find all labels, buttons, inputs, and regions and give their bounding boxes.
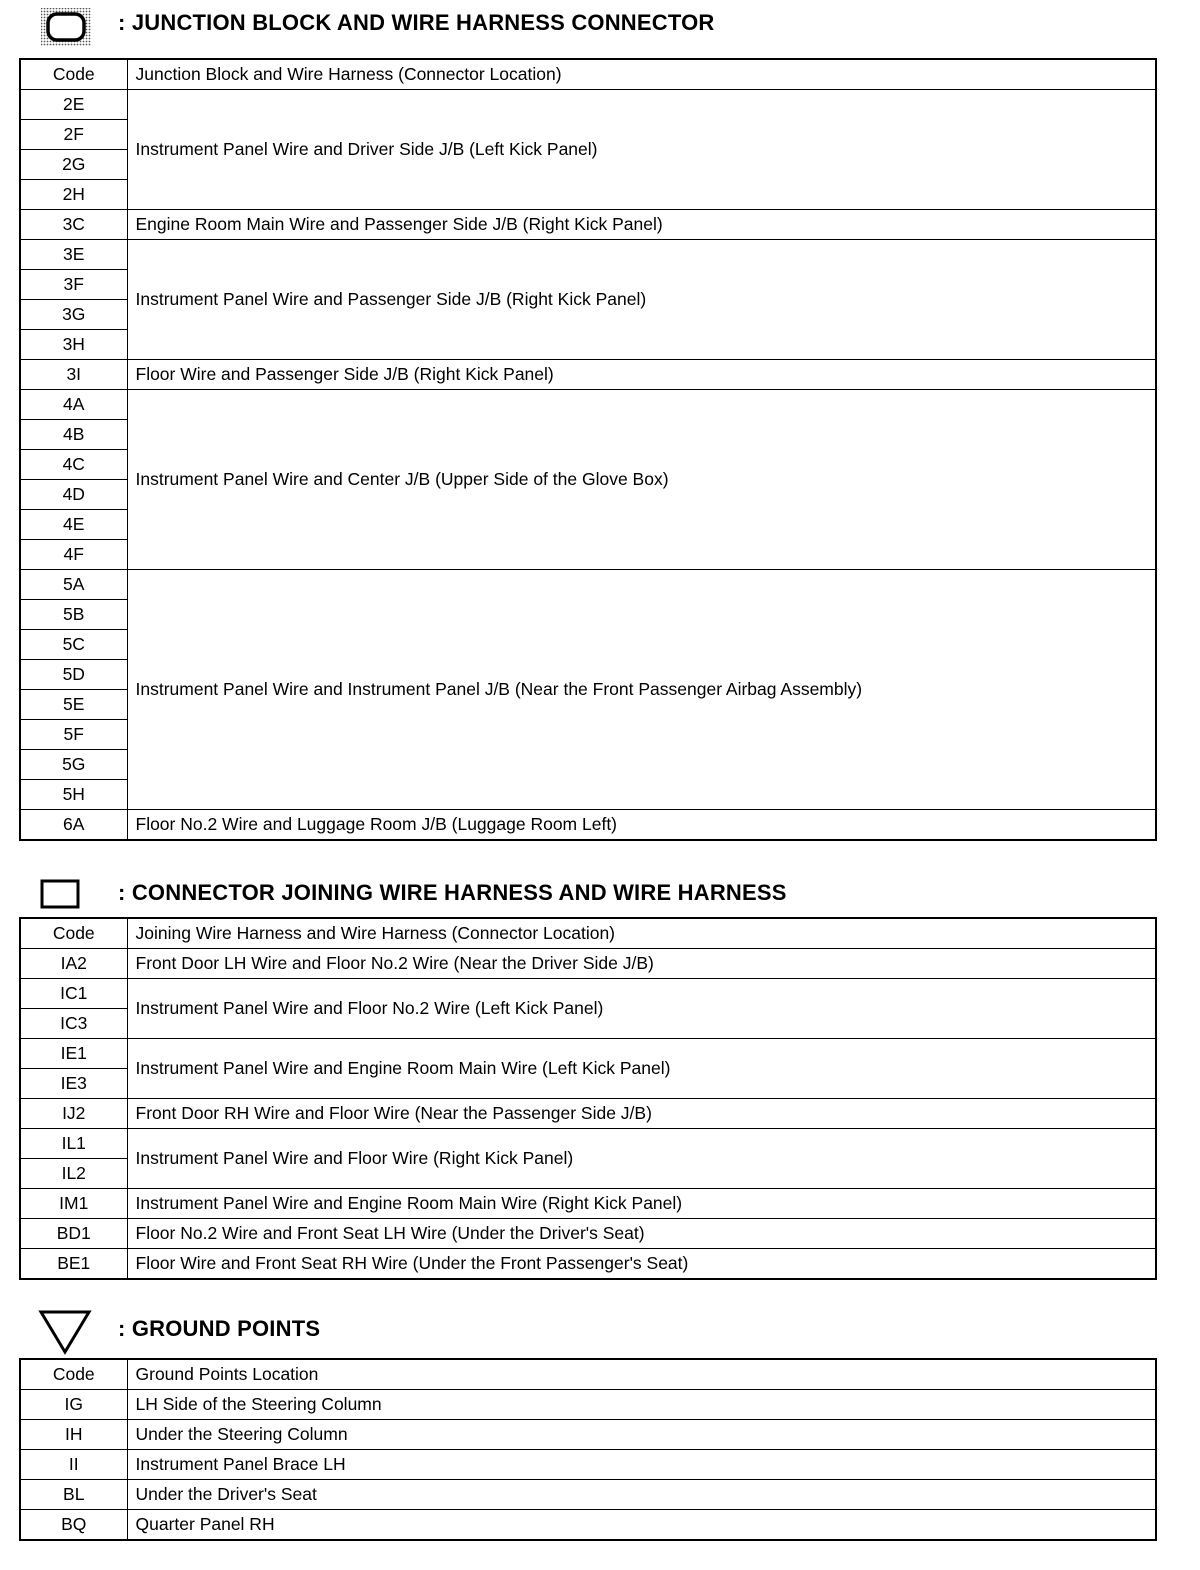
code-cell: 3F [20, 270, 127, 300]
code-cell: 3C [20, 210, 127, 240]
table-row [20, 1390, 1156, 1420]
table-row [20, 1039, 1156, 1069]
code-cell: 5H [20, 780, 127, 810]
ground-point-symbol-icon [38, 1309, 92, 1360]
table-row [20, 810, 1156, 841]
location-cell: Floor Wire and Passenger Side J/B (Right Kick Panel) [127, 360, 1156, 390]
code-cell: IE3 [20, 1069, 127, 1099]
location-cell: Instrument Panel Brace LH [127, 1450, 1156, 1480]
location-cell: Engine Room Main Wire and Passenger Side J/B (Right Kick Panel) [127, 210, 1156, 240]
location-column-header: Junction Block and Wire Harness (Connector Location) [127, 59, 1156, 90]
table-header-row [20, 1359, 1156, 1390]
code-cell: 4C [20, 450, 127, 480]
table-row [20, 1249, 1156, 1280]
location-cell: Instrument Panel Wire and Floor Wire (Right Kick Panel) [127, 1129, 1156, 1189]
location-cell: Instrument Panel Wire and Driver Side J/B (Left Kick Panel) [127, 90, 1156, 210]
location-column-header: Ground Points Location [127, 1359, 1156, 1390]
table-row [20, 390, 1156, 420]
location-cell: Instrument Panel Wire and Passenger Side J/B (Right Kick Panel) [127, 240, 1156, 360]
location-cell: Instrument Panel Wire and Engine Room Main Wire (Right Kick Panel) [127, 1189, 1156, 1219]
table-header-row [20, 918, 1156, 949]
code-cell: 2F [20, 120, 127, 150]
code-cell: 4F [20, 540, 127, 570]
table-row [20, 1510, 1156, 1541]
location-cell: Floor No.2 Wire and Front Seat LH Wire (Under the Driver's Seat) [127, 1219, 1156, 1249]
location-cell: Floor No.2 Wire and Luggage Room J/B (Luggage Room Left) [127, 810, 1156, 841]
joining-section-heading: : CONNECTOR JOINING WIRE HARNESS AND WIRE HARNESS [118, 880, 787, 905]
code-cell: 5D [20, 660, 127, 690]
location-cell: Floor Wire and Front Seat RH Wire (Under the Front Passenger's Seat) [127, 1249, 1156, 1280]
code-cell: 6A [20, 810, 127, 841]
code-cell: 4E [20, 510, 127, 540]
code-cell: 3H [20, 330, 127, 360]
location-column-header: Joining Wire Harness and Wire Harness (Connector Location) [127, 918, 1156, 949]
code-cell: 5F [20, 720, 127, 750]
code-cell: BD1 [20, 1219, 127, 1249]
code-cell: 5E [20, 690, 127, 720]
code-cell: 4A [20, 390, 127, 420]
code-cell: 2H [20, 180, 127, 210]
code-cell: 4B [20, 420, 127, 450]
joining-table [19, 917, 1157, 1280]
location-cell: LH Side of the Steering Column [127, 1390, 1156, 1420]
code-cell: 2E [20, 90, 127, 120]
location-cell: Quarter Panel RH [127, 1510, 1156, 1541]
code-cell: IH [20, 1420, 127, 1450]
code-cell: 3E [20, 240, 127, 270]
table-row [20, 1099, 1156, 1129]
table-row [20, 1450, 1156, 1480]
code-cell: 5C [20, 630, 127, 660]
location-cell: Front Door RH Wire and Floor Wire (Near the Passenger Side J/B) [127, 1099, 1156, 1129]
code-cell: IJ2 [20, 1099, 127, 1129]
table-row [20, 949, 1156, 979]
code-cell: 2G [20, 150, 127, 180]
location-cell: Under the Driver's Seat [127, 1480, 1156, 1510]
code-cell: BE1 [20, 1249, 127, 1280]
code-cell: II [20, 1450, 127, 1480]
table-row [20, 90, 1156, 120]
table-row [20, 1480, 1156, 1510]
code-cell: 5G [20, 750, 127, 780]
table-row [20, 1189, 1156, 1219]
code-column-header: Code [20, 918, 127, 949]
location-cell: Instrument Panel Wire and Center J/B (Upper Side of the Glove Box) [127, 390, 1156, 570]
code-column-header: Code [20, 1359, 127, 1390]
location-cell: Instrument Panel Wire and Instrument Panel J/B (Near the Front Passenger Airbag Assembly) [127, 570, 1156, 810]
table-row [20, 240, 1156, 270]
joining-connector-symbol-icon [40, 879, 80, 914]
location-cell: Under the Steering Column [127, 1420, 1156, 1450]
code-cell: 5B [20, 600, 127, 630]
junction-table [19, 58, 1157, 841]
code-cell: 3G [20, 300, 127, 330]
code-cell: IG [20, 1390, 127, 1420]
code-cell: IC1 [20, 979, 127, 1009]
code-cell: BQ [20, 1510, 127, 1541]
table-row [20, 210, 1156, 240]
table-row [20, 979, 1156, 1009]
code-cell: IE1 [20, 1039, 127, 1069]
junction-block-symbol-icon [40, 7, 92, 52]
ground-section-heading: : GROUND POINTS [118, 1316, 321, 1341]
code-cell: IA2 [20, 949, 127, 979]
table-row [20, 360, 1156, 390]
table-row [20, 1129, 1156, 1159]
location-cell: Instrument Panel Wire and Floor No.2 Wire (Left Kick Panel) [127, 979, 1156, 1039]
code-column-header: Code [20, 59, 127, 90]
table-row [20, 570, 1156, 600]
code-cell: BL [20, 1480, 127, 1510]
code-cell: IM1 [20, 1189, 127, 1219]
code-cell: 3I [20, 360, 127, 390]
code-cell: IC3 [20, 1009, 127, 1039]
ground-table [19, 1358, 1157, 1541]
table-row [20, 1219, 1156, 1249]
location-cell: Front Door LH Wire and Floor No.2 Wire (Near the Driver Side J/B) [127, 949, 1156, 979]
code-cell: 4D [20, 480, 127, 510]
table-header-row [20, 59, 1156, 90]
junction-section-heading: : JUNCTION BLOCK AND WIRE HARNESS CONNECTOR [118, 10, 715, 35]
code-cell: 5A [20, 570, 127, 600]
table-row [20, 1420, 1156, 1450]
code-cell: IL2 [20, 1159, 127, 1189]
location-cell: Instrument Panel Wire and Engine Room Main Wire (Left Kick Panel) [127, 1039, 1156, 1099]
code-cell: IL1 [20, 1129, 127, 1159]
